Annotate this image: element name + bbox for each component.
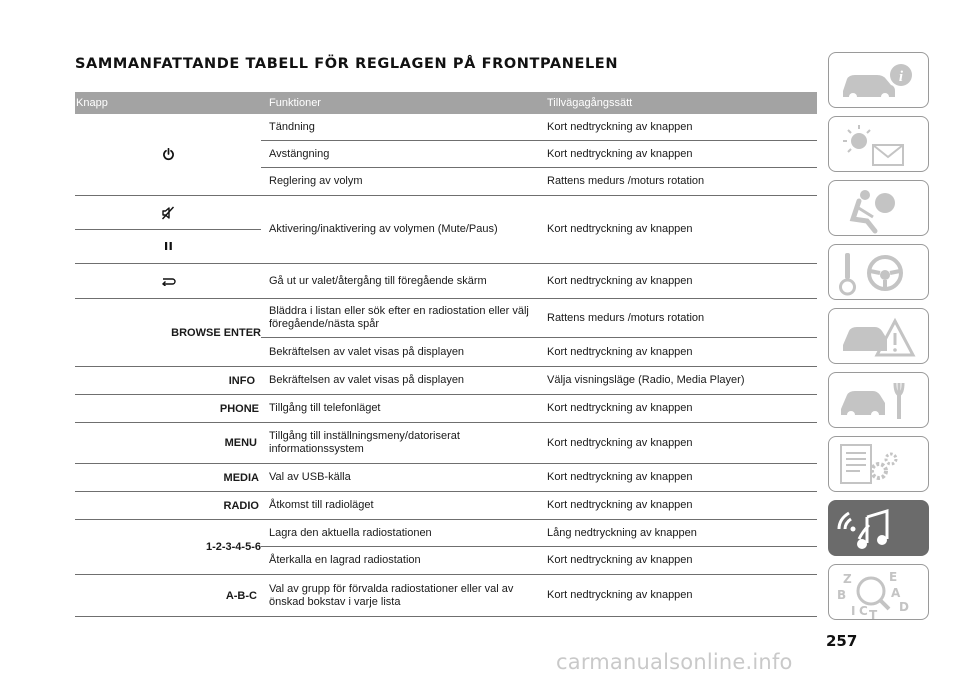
warning-lights-icon [829,117,930,173]
tab-multimedia[interactable] [828,500,929,556]
back-icon [161,276,176,286]
airbag-icon [829,181,930,237]
steering-wheel-key-icon [829,245,930,301]
knapp-label: A-B-C [225,589,257,602]
tab-technical-data[interactable] [828,436,929,492]
function-text: Åtkomst till radioläget [269,499,374,511]
function-text: Aktivering/inaktivering av volymen (Mute/Paus) [269,223,498,235]
index-letter: I [851,604,856,618]
table-row [261,492,817,519]
function-text: Bekräftelsen av valet visas på displayen [269,374,465,386]
index-letter: B [837,588,847,602]
table-group-abc [75,575,817,617]
technical-data-icon [829,437,930,493]
table-group-radio [75,492,817,520]
table-group-browse [75,299,817,367]
controls-table [75,92,817,617]
table-row [261,196,817,263]
table-row [261,520,817,547]
table-row [261,338,817,366]
car-emergency-icon [829,309,930,365]
knapp-label: RADIO [223,499,259,512]
procedure-text: Kort nedtryckning av knappen [547,274,693,287]
tab-warning-lights[interactable] [828,116,929,172]
procedure-text: Kort nedtryckning av knappen [547,589,693,601]
table-row [261,114,817,141]
index-letter: E [889,570,898,584]
table-row [261,423,817,463]
function-text: Bläddra i listan eller sök efter en radiostation eller välj föregående/nästa spår [269,305,529,330]
function-text: Bekräftelsen av valet visas på displayen [269,345,465,358]
function-text: Avstängning [269,147,330,160]
page-title: SAMMANFATTANDE TABELL FÖR REGLAGEN PÅ FRONTPANELEN [75,56,619,72]
table-group-back [75,264,817,299]
header-tillvagagangssatt: Tillvägagångssätt [547,97,633,109]
header-knapp: Knapp [76,97,108,109]
procedure-text: Välja visningsläge (Radio, Media Player) [547,374,745,386]
function-text: Val av grupp för förvalda radiostationer eller val av önskad bokstav i varje lista [269,582,514,608]
procedure-text: Kort nedtryckning av knappen [547,402,693,414]
function-text: Val av USB-källa [269,471,351,483]
procedure-text: Kort nedtryckning av knappen [547,120,693,133]
tab-emergency[interactable] [828,308,929,364]
tab-car-info[interactable] [828,52,929,108]
car-info-icon [829,53,930,109]
table-row [261,547,817,574]
procedure-text: Kort nedtryckning av knappen [547,223,693,235]
knapp-label: PHONE [219,402,259,415]
tab-steering-key[interactable] [828,244,929,300]
svg-text:i: i [898,69,904,85]
table-row [261,367,817,394]
header-funktioner: Funktioner [269,97,321,109]
knapp-cell [75,196,261,263]
table-group-media [75,464,817,492]
knapp-cell [75,264,261,298]
table-group-mute [75,196,817,264]
index-letter: D [899,600,909,614]
procedure-text: Rattens medurs /moturs rotation [547,175,705,187]
function-text: Tändning [269,120,315,133]
procedure-text: Kort nedtryckning av knappen [547,147,693,160]
page-number: 257 [826,632,858,650]
procedure-text: Kort nedtryckning av knappen [547,471,693,483]
table-row [261,141,817,168]
multimedia-icon [829,501,930,557]
table-row [261,575,817,616]
procedure-text: Lång nedtryckning av knappen [547,526,697,539]
function-text: Lagra den aktuella radiostationen [269,526,432,539]
table-group-power [75,114,817,196]
knapp-label: BROWSE ENTER [171,326,261,339]
tab-alphabetical-index[interactable] [828,564,929,620]
alphabetical-index-icon [829,565,930,621]
knapp-label: 1-2-3-4-5-6 [205,541,261,553]
table-row [261,168,817,195]
table-header [75,92,817,114]
table-group-info [75,367,817,395]
index-letter: A [891,586,901,600]
watermark: carmanualsonline.info [556,650,793,674]
table-row [261,464,817,491]
pause-icon [164,241,173,251]
function-text: Återkalla en lagrad radiostation [269,554,421,566]
function-text: Gå ut ur valet/återgång till föregående skärm [269,274,487,287]
procedure-text: Kort nedtryckning av knappen [547,345,693,358]
table-group-phone [75,395,817,423]
power-icon [162,148,175,161]
function-text: Tillgång till inställningsmeny/datoriserat informationssystem [269,430,460,455]
car-maintenance-icon [829,373,930,429]
mute-icon [161,206,175,220]
procedure-text: Kort nedtryckning av knappen [547,554,693,566]
index-letter: Z [843,572,852,586]
table-group-menu [75,423,817,464]
tab-airbag[interactable] [828,180,929,236]
knapp-label: INFO [228,374,255,387]
knapp-cell [75,114,261,195]
knapp-label: MEDIA [223,471,259,484]
index-letter: T [869,608,878,621]
index-letter: C [859,604,868,618]
procedure-text: Kort nedtryckning av knappen [547,499,693,511]
table-row [261,395,817,422]
knapp-label: MENU [224,437,257,449]
function-text: Reglering av volym [269,175,363,187]
procedure-text: Rattens medurs /moturs rotation [547,311,705,324]
tab-maintenance[interactable] [828,372,929,428]
table-row [261,299,817,338]
procedure-text: Kort nedtryckning av knappen [547,436,693,449]
table-group-presets [75,520,817,575]
table-row [261,264,817,298]
function-text: Tillgång till telefonläget [269,402,381,414]
